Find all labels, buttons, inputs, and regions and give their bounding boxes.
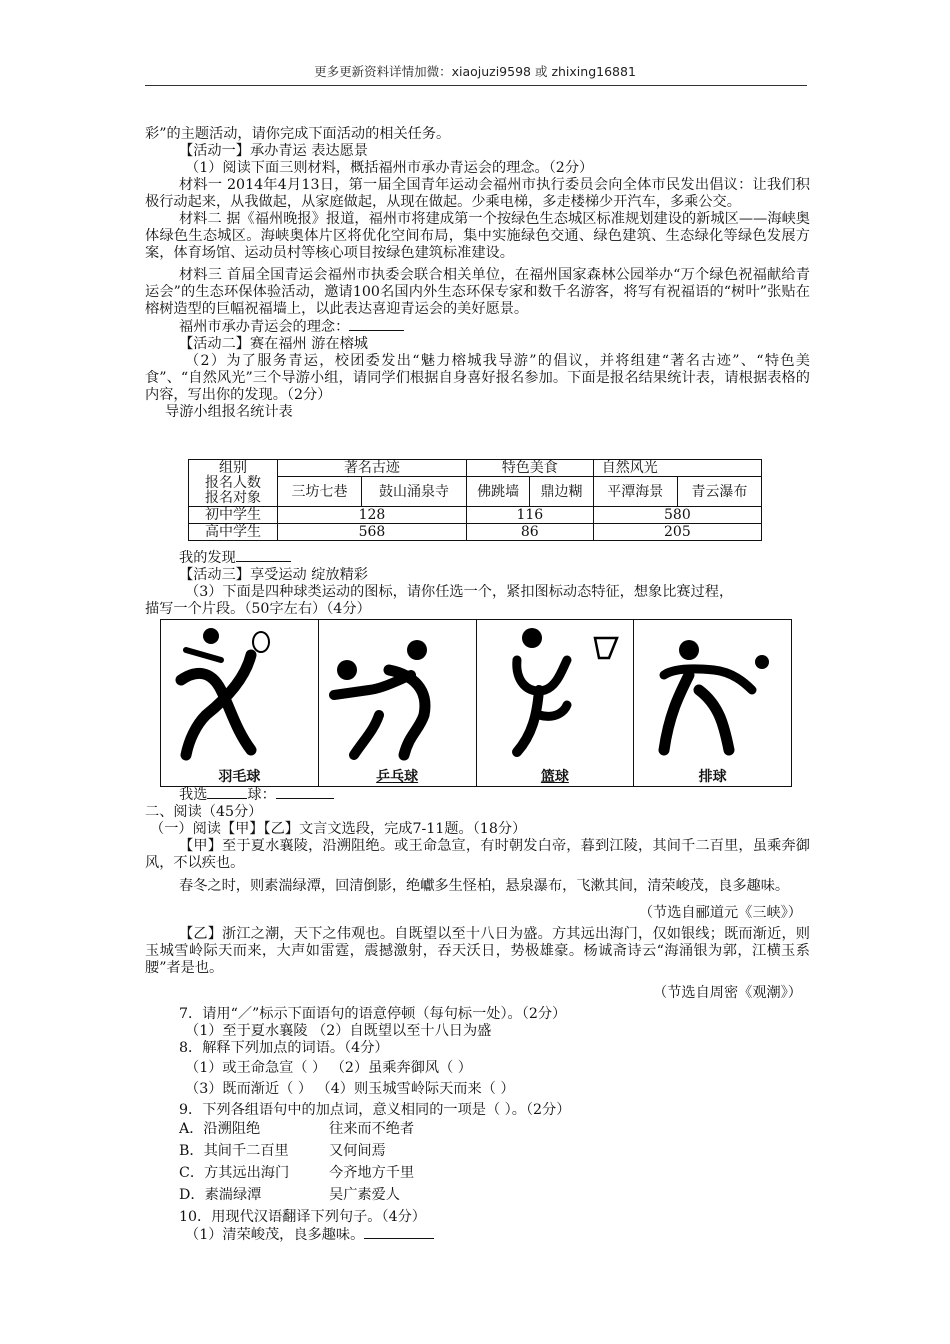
basketball-cell bbox=[477, 620, 635, 786]
reading-question: （一）阅读【甲】【乙】文言文选段，完成7-11题。（18分） bbox=[150, 821, 527, 837]
q9-option[interactable]: B．其间千二百里 又何间焉 bbox=[179, 1143, 386, 1159]
table-cell: 568 bbox=[278, 524, 467, 541]
choose-line bbox=[145, 786, 810, 804]
concept-line bbox=[145, 318, 810, 336]
group-header: 著名古迹 bbox=[278, 460, 467, 477]
row-label: 高中学生 bbox=[189, 524, 278, 541]
activity3-block bbox=[145, 549, 810, 618]
sports-icons-panel bbox=[160, 619, 792, 787]
sport-label: 排球 bbox=[698, 769, 727, 785]
spot-header: 鼎边糊 bbox=[530, 477, 593, 507]
discovery-line bbox=[145, 549, 810, 567]
header-rule bbox=[145, 85, 807, 86]
q10-item-1: （1）清荣峻茂，良多趣味。 bbox=[145, 1226, 810, 1244]
badminton-icon bbox=[161, 620, 311, 770]
spot-header: 佛跳墙 bbox=[466, 477, 529, 507]
basketball-icon bbox=[477, 620, 627, 770]
table-cell: 580 bbox=[593, 507, 761, 524]
table-cell: 205 bbox=[593, 524, 761, 541]
q9-option[interactable]: C．方其远出海门 今齐地方千里 bbox=[179, 1165, 415, 1181]
material-2: 材料二 据《福州晚报》报道，福州市将建成第一个按绿色生态城区标准规划建设的新城区——海峡奥体绿色生态城区。海峡奥体片区将优化空间布局，集中实施绿色交通、绿色建筑、生态绿化等绿色发展方案，体育场馆、运动员村等核心项目按绿色建筑标准建设。 bbox=[145, 211, 810, 261]
section2-title: 二、阅读（45分） bbox=[145, 804, 263, 820]
volleyball-cell bbox=[634, 620, 791, 786]
choose-suffix: 球： bbox=[247, 787, 276, 803]
activity3-question: （3）下面是四种球类运动的图标，请你任选一个，紧扣图标动态特征，想象比赛过程， bbox=[185, 584, 734, 600]
badminton-cell bbox=[161, 620, 319, 786]
q10: 10．用现代汉语翻译下列句子。（4分） bbox=[179, 1209, 426, 1225]
q8: 8．解释下列加点的词语。（4分） bbox=[179, 1040, 389, 1056]
q9-option[interactable]: A．沿溯阻绝 往来而不绝者 bbox=[179, 1121, 415, 1137]
exam-content bbox=[145, 126, 810, 421]
spot-header: 鼓山涌泉寺 bbox=[362, 477, 467, 507]
activity2-question: （2）为了服务青运，校团委发出“魅力榕城我导游”的倡议，并将组建“著名古迹”、“特色美食”、“自然风光”三个导游小组，请同学们根据自身喜好报名参加。下面是报名结果统计表，请根据表格的内容，写出你的发现。（2分） bbox=[145, 353, 810, 403]
yi-paragraph: 【乙】浙江之潮，天下之伟观也。自既望以至十八日为盛。方其远出海门，仅如银线；既而渐近，则玉城雪岭际天而来，大声如雷霆，震撼激射，吞天沃日，势极雄豪。杨诚斋诗云“海涌银为郭，江横玉系腰”者是也。 bbox=[145, 926, 810, 976]
reading-block bbox=[145, 786, 810, 1244]
q9: 9．下列各组语句中的加点词，意义相同的一项是（ ）。（2分） bbox=[179, 1102, 571, 1118]
material-3: 材料三 首届全国青运会福州市执委会联合相关单位，在福州国家森林公园举办“万个绿色祝福献给青运会”的生态环保体验活动，邀请100名国内外生态环保专家和数千名游客，将写有祝福语的“树叶”张贴在榕树造型的巨幅祝福墙上，以此表达喜迎青运会的美好愿景。 bbox=[145, 267, 810, 317]
volleyball-icon bbox=[634, 620, 784, 770]
table-cell: 128 bbox=[278, 507, 467, 524]
q8-row-2: （3）既而渐近（ ） （4）则玉城雪岭际天而来（ ） bbox=[185, 1081, 515, 1097]
table-cell: 116 bbox=[466, 507, 593, 524]
intro-line: 彩”的主题活动，请你完成下面活动的相关任务。 bbox=[145, 126, 451, 142]
corner-mid: 报名人数 bbox=[205, 474, 261, 491]
choose-prompt: 我选 bbox=[179, 787, 208, 803]
table-title: 导游小组报名统计表 bbox=[165, 404, 293, 420]
q7-items: （1）至于夏水襄陵 （2）自既望以至十八日为盛 bbox=[185, 1023, 492, 1039]
signup-table bbox=[188, 459, 762, 541]
table-cell: 86 bbox=[466, 524, 593, 541]
q7: 7．请用“／”标示下面语句的语意停顿（每句标一处）。（2分） bbox=[179, 1006, 567, 1022]
group-header: 自然风光 bbox=[593, 460, 761, 477]
sport-label: 篮球 bbox=[540, 769, 569, 785]
group-header: 特色美食 bbox=[466, 460, 593, 477]
jia-paragraph-2: 春冬之时，则素湍绿潭，回清倒影，绝巘多生怪柏，悬泉瀑布，飞漱其间，清荣峻茂，良多趣味。 bbox=[179, 878, 790, 894]
answer-blank[interactable] bbox=[276, 786, 334, 799]
sport-label: 羽毛球 bbox=[218, 769, 261, 785]
row-label: 初中学生 bbox=[189, 507, 278, 524]
q9-option[interactable]: D．素湍绿潭 吴广素爱人 bbox=[179, 1187, 400, 1203]
answer-blank[interactable] bbox=[364, 1226, 434, 1239]
corner-bot: 报名对象 bbox=[205, 489, 261, 506]
activity1-title: 【活动一】承办青运 表达愿景 bbox=[179, 143, 368, 159]
table-corner bbox=[189, 460, 278, 507]
answer-blank[interactable] bbox=[236, 549, 291, 562]
yi-source: （节选自周密《观潮》） bbox=[653, 985, 802, 1001]
concept-prompt: 福州市承办青运会的理念： bbox=[179, 319, 350, 335]
page-header: 更多更新资料详情加微：xiaojuzi9598 或 zhixing16881 bbox=[314, 64, 636, 79]
activity3-title: 【活动三】享受运动 绽放精彩 bbox=[179, 567, 368, 583]
tabletennis-cell bbox=[319, 620, 477, 786]
answer-blank[interactable] bbox=[349, 318, 404, 331]
jia-source: （节选自郦道元《三峡》） bbox=[638, 905, 802, 921]
material-1: 材料一 2014年4月13日，第一届全国青年运动会福州市执行委员会向全体市民发出倡议：让我们积极行动起来，从我做起，从家庭做起，从现在做起。少乘电梯，多走楼梯少开汽车，多乘公交。 bbox=[145, 177, 810, 210]
spot-header: 平潭海景 bbox=[593, 477, 677, 507]
answer-blank[interactable] bbox=[207, 786, 247, 799]
discovery-prompt: 我的发现 bbox=[179, 550, 236, 566]
q9-options bbox=[145, 1121, 810, 1204]
q8-row-1: （1）或王命急宣（ ） （2）虽乘奔御风（ ） bbox=[185, 1060, 472, 1076]
corner-top: 组别 bbox=[219, 459, 247, 476]
activity2-title: 【活动二】赛在福州 游在榕城 bbox=[179, 336, 368, 352]
activity3-question-cont: 描写一个片段。（50字左右）（4分） bbox=[145, 601, 371, 617]
sport-label: 乒乓球 bbox=[376, 769, 419, 785]
spot-header: 青云瀑布 bbox=[677, 477, 761, 507]
activity1-question: （1）阅读下面三则材料，概括福州市承办青运会的理念。（2分） bbox=[185, 160, 594, 176]
tabletennis-icon bbox=[319, 620, 469, 770]
spot-header: 三坊七巷 bbox=[278, 477, 362, 507]
jia-paragraph-1: 【甲】至于夏水襄陵，沿溯阻绝。或王命急宣，有时朝发白帝，暮到江陵，其间千二百里，虽乘奔御风，不以疾也。 bbox=[145, 838, 810, 871]
